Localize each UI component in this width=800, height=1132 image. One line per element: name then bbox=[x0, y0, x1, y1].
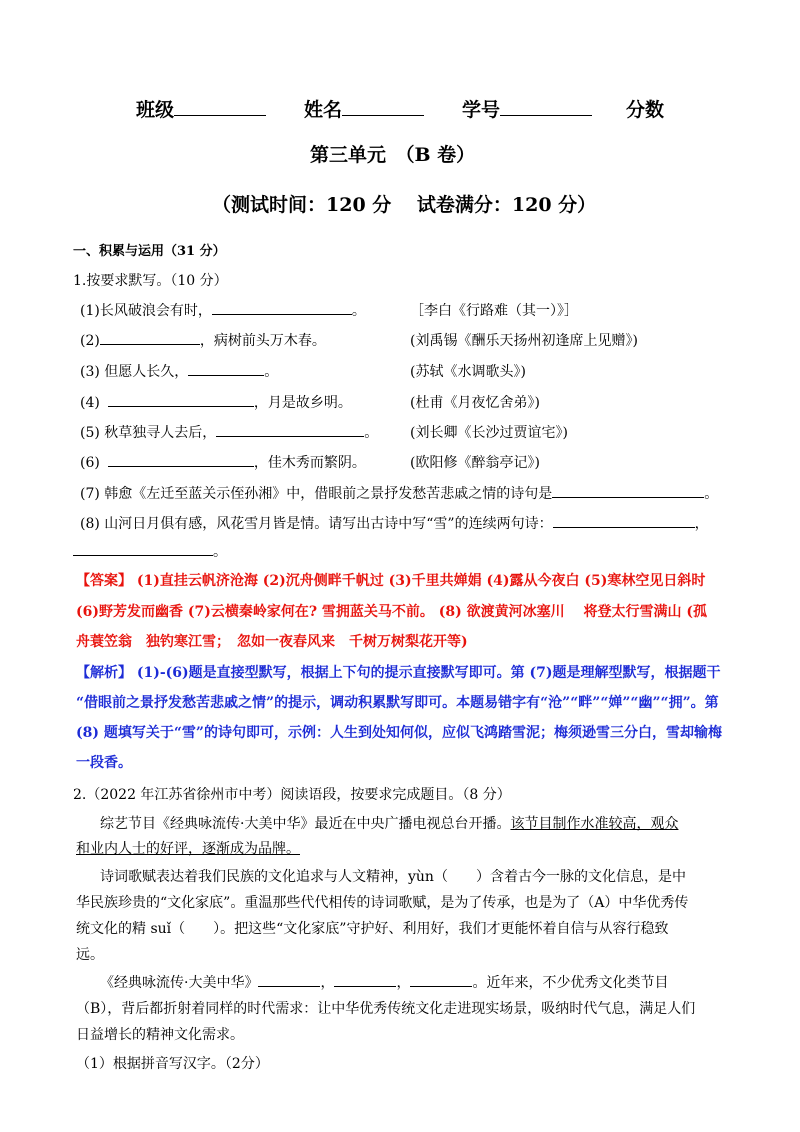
q1-item-3: (3) 但愿人长久， 。 bbox=[80, 361, 278, 381]
answer-line-3: 舟蓑笠翁 独钓寒江雪； 忽如一夜春风来 千树万树梨花开等) bbox=[76, 634, 468, 650]
unit-title: 第三单元 （B 卷） bbox=[310, 144, 476, 166]
q2-p3-line-3: 日益增长的精神文化需求。 bbox=[76, 1027, 244, 1043]
q1-source-6: (欧阳修《醉翁亭记》) bbox=[410, 455, 540, 471]
id-blank[interactable] bbox=[500, 101, 592, 116]
class-blank[interactable] bbox=[174, 101, 266, 116]
id-label: 学号 bbox=[462, 99, 501, 121]
q1-source-5: (刘长卿《长沙过贾谊宅》) bbox=[410, 425, 568, 441]
answer-blank[interactable] bbox=[108, 452, 254, 467]
q1-stem: 1.按要求默写。（10 分） bbox=[73, 273, 228, 289]
q1-source-2: (刘禹锡《酬乐天扬州初逢席上见赠》) bbox=[410, 333, 638, 349]
section-title: 一、积累与运用（31 分） bbox=[73, 244, 226, 259]
answer-blank[interactable] bbox=[552, 483, 704, 498]
q1-item-5: (5) 秋草独寻人去后， 。 bbox=[80, 422, 378, 442]
q1-item-6: (6) ，佳木秀而繁阴。 bbox=[80, 452, 366, 472]
q2-sub1: （1）根据拼音写汉字。（2分） bbox=[76, 1056, 269, 1072]
answer-blank[interactable] bbox=[334, 972, 396, 987]
q1-item-1: (1)长风破浪会有时， 。 bbox=[80, 300, 366, 320]
q1-source-1: ［李白《行路难（其一）》］ bbox=[410, 303, 578, 319]
q2-p3-line-1: 《经典咏流传·大美中华》 ， ， 。近年来，不少优秀文化类节目 bbox=[100, 972, 668, 992]
q2-p1-line-2: 和业内人士的好评，逐渐成为品牌。 bbox=[76, 841, 300, 857]
header-fields bbox=[136, 95, 664, 122]
underlined-sentence: 该节目制作水准较高，观众 bbox=[510, 816, 679, 832]
answer-blank[interactable] bbox=[258, 972, 320, 987]
name-blank[interactable] bbox=[342, 101, 424, 116]
answer-blank[interactable] bbox=[73, 541, 213, 556]
q1-item-4: (4) ，月是故乡明。 bbox=[80, 392, 352, 412]
score-label: 分数 bbox=[626, 99, 665, 121]
q2-p2-line-2: 华民族珍贵的“文化家底”。重温那些代代相传的诗词歌赋，是为了传承，也是为了（A）中华优秀传 bbox=[76, 895, 689, 911]
q1-item-7: (7) 韩愈《左迁至蓝关示侄孙湘》中，借眼前之景抒发愁苦悲戚之情的诗句是 。 bbox=[80, 483, 718, 503]
answer-blank[interactable] bbox=[216, 422, 364, 437]
answer-blank[interactable] bbox=[212, 300, 352, 315]
answer-blank[interactable] bbox=[410, 972, 472, 987]
exam-info: （测试时间：120 分 试卷满分：120 分） bbox=[212, 194, 597, 216]
answer-blank[interactable] bbox=[553, 513, 695, 528]
q1-source-3: (苏轼《水调歌头》) bbox=[410, 364, 526, 380]
q2-p2-line-1: 诗词歌赋表达着我们民族的文化追求与人文精神，yùn（ ）含着古今一脉的文化信息，是中 bbox=[100, 869, 686, 885]
analysis-tag: 【解析】 bbox=[76, 665, 132, 681]
q2-stem: 2.（2022 年江苏省徐州市中考）阅读语段，按要求完成题目。（8 分） bbox=[73, 787, 511, 803]
q1-item-8: (8) 山河日月俱有感，风花雪月皆是情。请写出古诗中写“雪”的连续两句诗： ， bbox=[80, 513, 709, 533]
q2-p2-line-3: 统文化的精 suǐ（ ）。把这些“文化家底”守护好、利用好，我们才更能怀着自信与从容行稳致 bbox=[76, 921, 669, 937]
analysis-line-1: 【解析】 (1)-(6)题是直接型默写，根据上下句的提示直接默写即可。第 (7)题是理解型默写，根据题干 bbox=[76, 665, 721, 681]
q1-source-4: (杜甫《月夜忆舍弟》) bbox=[410, 395, 540, 411]
q1-item-8-cont: 。 bbox=[73, 541, 227, 561]
name-label: 姓名 bbox=[304, 99, 343, 121]
analysis-line-4: 一段香。 bbox=[76, 755, 132, 771]
answer-blank[interactable] bbox=[108, 392, 254, 407]
analysis-line-2: “借眼前之景抒发愁苦悲戚之情”的提示，调动积累默写即可。本题易错字有“沧”“畔”“婵”“幽”“拥”。第 bbox=[76, 695, 719, 711]
class-label: 班级 bbox=[136, 99, 175, 121]
answer-line-1: 【答案】 (1)直挂云帆济沧海 (2)沉舟侧畔千帆过 (3)千里共婵娟 (4)露从今夜白 (5)寒林空见日斜时 bbox=[76, 573, 706, 589]
answer-blank[interactable] bbox=[188, 361, 264, 376]
q2-p2-line-4: 远。 bbox=[76, 947, 104, 963]
answer-blank[interactable] bbox=[100, 330, 200, 345]
answer-tag: 【答案】 bbox=[76, 573, 132, 589]
q2-p3-line-2: （B），背后都折射着同样的时代需求：让中华优秀传统文化走进现实场景，吸纳时代气息，满足人们 bbox=[76, 1001, 696, 1017]
answer-line-2: (6)野芳发而幽香 (7)云横秦岭家何在? 雪拥蓝关马不前。 (8) 欲渡黄河冰塞川 将登太行雪满山 (孤 bbox=[76, 604, 708, 620]
analysis-line-3: (8) 题填写关于“雪”的诗句即可，示例：人生到处知何似，应似飞鸿踏雪泥；梅须逊雪三分白，雪却输梅 bbox=[76, 725, 722, 741]
q2-p1-line-1: 综艺节目《经典咏流传·大美中华》最近在中央广播电视总台开播。该节目制作水准较高，观众 bbox=[100, 816, 679, 832]
q1-item-2: (2) ，病树前头万木春。 bbox=[80, 330, 326, 350]
